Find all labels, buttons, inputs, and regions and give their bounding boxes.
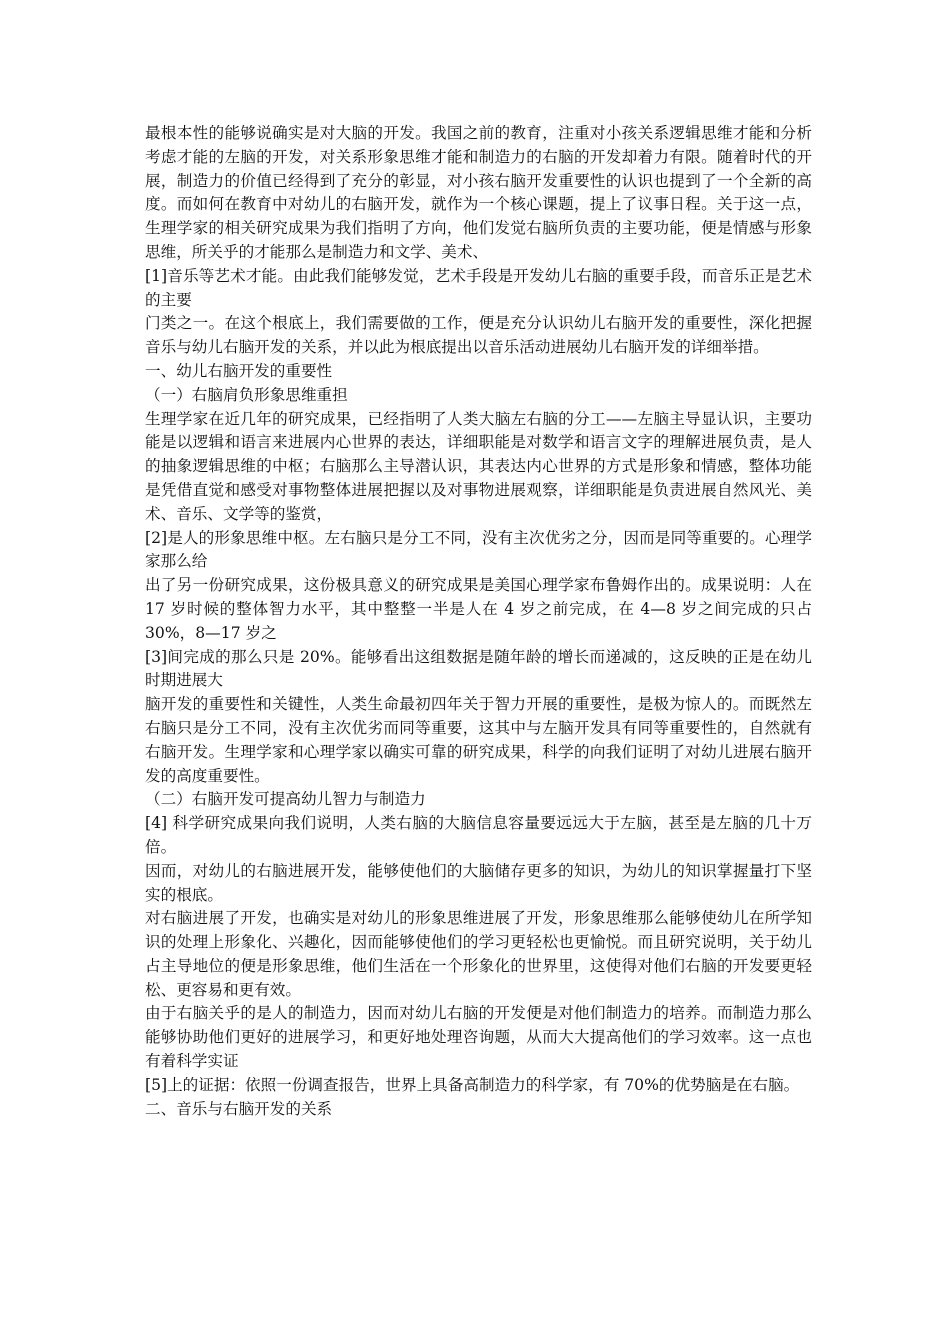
paragraph: [2]是人的形象思维中枢。左右脑只是分工不同，没有主次优劣之分，因而是同等重要的。心理学家那么给 (145, 528, 812, 571)
paragraph: [1]音乐等艺术才能。由此我们能够发觉，艺术手段是开发幼儿右脑的重要手段，而音乐正是艺术的主要 (145, 266, 812, 309)
subsection-heading: （二）右脑开发可提高幼儿智力与制造力 (145, 790, 426, 809)
paragraph: 最根本性的能够说确实是对大脑的开发。我国之前的教育，注重对小孩关系逻辑思维才能和分析考虑才能的左脑的开发，对关系形象思维才能和制造力的右脑的开发却着力有限。随着时代的开展，制造力的价值已经得到了充分的彰显，对小孩右脑开发重要性的认识也提到了一个全新的高度。而如何在教育中对幼儿的右脑开发，就作为一个核心课题，提上了议事日程。关于这一点，生理学家的相关研究成果为我们指明了方向，他们发觉右脑所负责的主要功能，便是情感与形象思维，所关乎的才能那么是制造力和文学、美术、 (145, 124, 812, 261)
paragraph: 生理学家在近几年的研究成果，已经指明了人类大脑左右脑的分工——左脑主导显认识，主要功能是以逻辑和语言来进展内心世界的表达，详细职能是对数学和语言文字的理解进展负责，是人的抽象逻辑思维的中枢；右脑那么主导潜认识，其表达内心世界的方式是形象和情感，整体功能是凭借直觉和感受对事物整体进展把握以及对事物进展观察，详细职能是负责进展自然风光、美术、音乐、文学等的鉴赏， (145, 409, 812, 523)
paragraph: 对右脑进展了开发，也确实是对幼儿的形象思维进展了开发，形象思维那么能够使幼儿在所学知识的处理上形象化、兴趣化，因而能够使他们的学习更轻松也更愉悦。而且研究说明，关于幼儿占主导地位的便是形象思维，他们生活在一个形象化的世界里，这使得对他们右脑的开发要更轻松、更容易和更有效。 (145, 909, 812, 999)
subsection-heading: （一）右脑肩负形象思维重担 (145, 385, 348, 404)
section-heading: 一、幼儿右脑开发的重要性 (145, 361, 333, 380)
paragraph: 出了另一份研究成果，这份极具意义的研究成果是美国心理学家布鲁姆作出的。成果说明：人在 17 岁时候的整体智力水平，其中整整一半是人在 4 岁之前完成，在 4—8 岁之间完成的只占 30%，8—17 岁之 (145, 576, 812, 642)
paragraph: [4] 科学研究成果向我们说明，人类右脑的大脑信息容量要远远大于左脑，甚至是左脑的几十万倍。 (145, 814, 812, 856)
paragraph: 脑开发的重要性和关键性，人类生命最初四年关于智力开展的重要性，是极为惊人的。而既然左右脑只是分工不同，没有主次优劣而同等重要，这其中与左脑开发具有同等重要性的，自然就有右脑开发。生理学家和心理学家以确实可靠的研究成果，科学的向我们证明了对幼儿进展右脑开发的高度重要性。 (145, 695, 812, 785)
paragraph: [5]上的证据：依照一份调查报告，世界上具备高制造力的科学家，有 70%的优势脑是在右脑。 (145, 1075, 800, 1094)
paragraph: 由于右脑关乎的是人的制造力，因而对幼儿右脑的开发便是对他们制造力的培养。而制造力那么能够协助他们更好的进展学习，和更好地处理咨询题，从而大大提高他们的学习效率。这一点也有着科学实证 (145, 1004, 812, 1071)
paragraph: 因而，对幼儿的右脑进展开发，能够使他们的大脑储存更多的知识，为幼儿的知识掌握量打下坚实的根底。 (145, 861, 812, 904)
paragraph: [3]间完成的那么只是 20%。能够看出这组数据是随年龄的增长而递减的，这反映的正是在幼儿时期进展大 (145, 647, 812, 690)
paragraph: 门类之一。在这个根底上，我们需要做的工作，便是充分认识幼儿右脑开发的重要性，深化把握音乐与幼儿右脑开发的关系，并以此为根底提出以音乐活动进展幼儿右脑开发的详细举措。 (145, 314, 812, 357)
section-heading: 二、音乐与右脑开发的关系 (145, 1099, 333, 1118)
document-body (145, 122, 812, 1121)
